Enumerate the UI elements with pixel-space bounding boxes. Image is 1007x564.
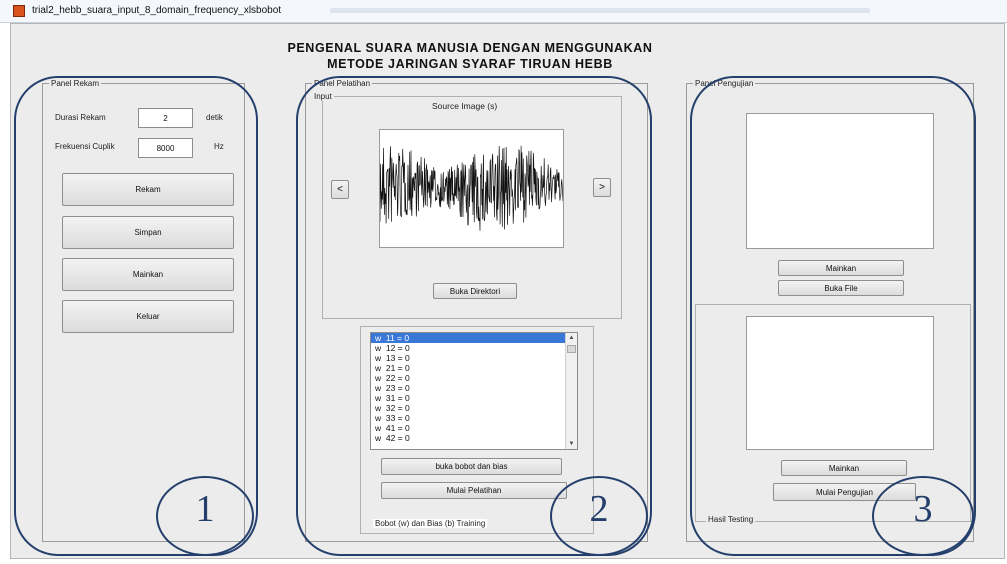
training-subpanel-title: Bobot (w) dan Bias (b) Training (375, 519, 486, 528)
durasi-unit-label: detik (206, 113, 223, 122)
weight-item[interactable]: w 22 = 0 (375, 373, 410, 383)
scroll-up-arrow-icon[interactable]: ▲ (568, 335, 575, 341)
weight-item[interactable]: w 12 = 0 (375, 343, 410, 353)
panel-pengujian-title: Panel Pengujian (695, 79, 754, 88)
source-image-title: Source Image (s) (432, 101, 498, 111)
weight-item[interactable]: w 32 = 0 (375, 403, 410, 413)
mulai-pengujian-button[interactable]: Mulai Pengujian (773, 483, 916, 501)
titlebar-blurred-area (330, 8, 870, 13)
weight-item[interactable]: w 23 = 0 (375, 383, 410, 393)
simpan-button[interactable]: Simpan (62, 216, 234, 249)
annotation-number-1: 1 (156, 476, 254, 556)
hasil-testing-title: Hasil Testing (708, 515, 754, 524)
window-titlebar (0, 0, 1007, 23)
weight-item[interactable]: w 13 = 0 (375, 353, 410, 363)
weight-item[interactable]: w 31 = 0 (375, 393, 410, 403)
weight-item[interactable]: w 41 = 0 (375, 423, 410, 433)
annotation-number-3: 3 (872, 476, 974, 556)
weight-item[interactable]: w 11 = 0 (371, 333, 577, 343)
heading-line-1: PENGENAL SUARA MANUSIA DENGAN MENGGUNAKAN (287, 41, 653, 55)
matlab-icon (13, 5, 25, 17)
keluar-button[interactable]: Keluar (62, 300, 234, 333)
buka-direktori-button[interactable]: Buka Direktori (433, 283, 517, 299)
weight-item[interactable]: w 21 = 0 (375, 363, 410, 373)
mulai-pelatihan-button[interactable]: Mulai Pelatihan (381, 482, 567, 499)
panel-rekam-title: Panel Rekam (51, 79, 100, 88)
frekuensi-cuplik-label: Frekuensi Cuplik (55, 142, 115, 151)
app-heading (240, 40, 700, 72)
durasi-rekam-label: Durasi Rekam (55, 113, 106, 122)
buka-bobot-button[interactable]: buka bobot dan bias (381, 458, 562, 475)
prev-button[interactable]: < (331, 180, 349, 199)
mainkan-pengujian-button[interactable]: Mainkan (778, 260, 904, 276)
weight-item[interactable]: w 33 = 0 (375, 413, 410, 423)
rekam-button[interactable]: Rekam (62, 173, 234, 206)
buka-file-button[interactable]: Buka File (778, 280, 904, 296)
annotation-number-2: 2 (550, 476, 648, 556)
weight-item[interactable]: w 42 = 0 (375, 433, 410, 443)
panel-pelatihan-title: Panel Pelatihan (314, 79, 371, 88)
heading-line-2: METODE JARINGAN SYARAF TIRUAN HEBB (327, 57, 613, 71)
mainkan-rekam-button[interactable]: Mainkan (62, 258, 234, 291)
mainkan-hasil-button[interactable]: Mainkan (781, 460, 907, 476)
scroll-down-arrow-icon[interactable]: ▼ (568, 441, 575, 447)
next-button[interactable]: > (593, 178, 611, 197)
window-title: trial2_hebb_suara_input_8_domain_frequency_xlsbobot (32, 5, 282, 16)
input-subpanel-title: Input (314, 92, 332, 101)
frekuensi-unit-label: Hz (214, 142, 224, 151)
